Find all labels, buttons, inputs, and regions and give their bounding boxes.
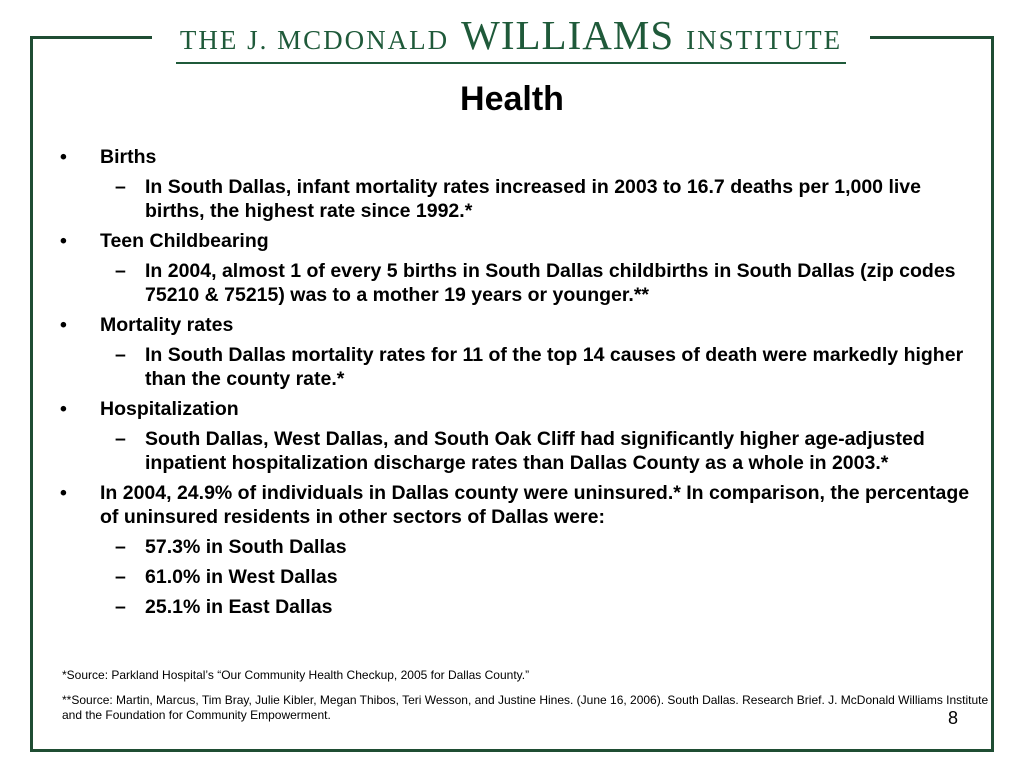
sub-bullet-item	[60, 175, 970, 223]
sub-bullet-text: 57.3% in South Dallas	[145, 536, 347, 558]
bullet-item	[60, 481, 970, 529]
dash-icon: –	[115, 566, 126, 588]
page-number: 8	[948, 708, 959, 728]
sub-bullet-text: 25.1% in East Dallas	[145, 596, 333, 618]
sub-bullet-text: 61.0% in West Dallas	[145, 566, 338, 588]
sub-bullet-item	[60, 259, 970, 307]
bullet-item	[60, 229, 970, 253]
sub-bullet-item	[60, 595, 970, 619]
bullet-text: Mortality rates	[100, 314, 234, 336]
bullet-icon: •	[60, 146, 67, 168]
sub-bullet-text: In South Dallas mortality rates for 11 of the top 14 causes of death were markedly higher than the county rate.*	[145, 344, 964, 390]
logo-wordmark	[176, 11, 846, 64]
sub-bullet-item	[60, 427, 970, 475]
institute-logo	[152, 10, 870, 64]
bullet-text: In 2004, 24.9% of individuals in Dallas county were uninsured.* In comparison, the percentage of uninsured residents in other sectors of Dallas were:	[100, 482, 970, 528]
logo-part-2: WILLIAMS	[461, 11, 675, 58]
dash-icon: –	[115, 176, 126, 198]
sub-bullet-text: South Dallas, West Dallas, and South Oak Cliff had significantly higher age-adjusted inpatient hospitalization discharge rates than Dallas County as a whole in 2003.*	[145, 428, 925, 474]
dash-icon: –	[115, 260, 126, 282]
logo-part-1: THE J. MCDONALD	[179, 24, 450, 55]
logo-part-3: INSTITUTE	[686, 24, 843, 55]
slide-content	[60, 145, 970, 625]
bullet-text: Hospitalization	[100, 398, 239, 420]
bullet-item	[60, 313, 970, 337]
bullet-text: Births	[100, 146, 157, 168]
bullet-icon: •	[60, 314, 67, 336]
sub-bullet-text: In South Dallas, infant mortality rates increased in 2003 to 16.7 deaths per 1,000 live births, the highest rate since 1992.*	[145, 176, 921, 222]
sub-bullet-text: In 2004, almost 1 of every 5 births in South Dallas childbirths in South Dallas (zip codes 75210 & 75215) was to a mother 19 years or younger.**	[145, 260, 956, 306]
dash-icon: –	[115, 596, 126, 618]
dash-icon: –	[115, 344, 126, 366]
sources-footnotes	[62, 668, 992, 733]
sub-bullet-item	[60, 535, 970, 559]
source-note-2: **Source: Martin, Marcus, Tim Bray, Julie Kibler, Megan Thibos, Teri Wesson, and Justine Hines. (June 16, 2006). South Dallas. Research Brief. J. McDonald Williams Institute and the Foundation for Community Empowerment.	[62, 693, 989, 722]
dash-icon: –	[115, 428, 126, 450]
sub-bullet-item	[60, 343, 970, 391]
bullet-icon: •	[60, 482, 67, 504]
bullet-icon: •	[60, 230, 67, 252]
slide-title: Health	[460, 80, 564, 118]
bullet-item	[60, 397, 970, 421]
bullet-icon: •	[60, 398, 67, 420]
bullet-item	[60, 145, 970, 169]
sub-bullet-item	[60, 565, 970, 589]
bullet-text: Teen Childbearing	[100, 230, 269, 252]
source-note-1: *Source: Parkland Hospital’s “Our Community Health Checkup, 2005 for Dallas County.”	[62, 668, 530, 682]
dash-icon: –	[115, 536, 126, 558]
